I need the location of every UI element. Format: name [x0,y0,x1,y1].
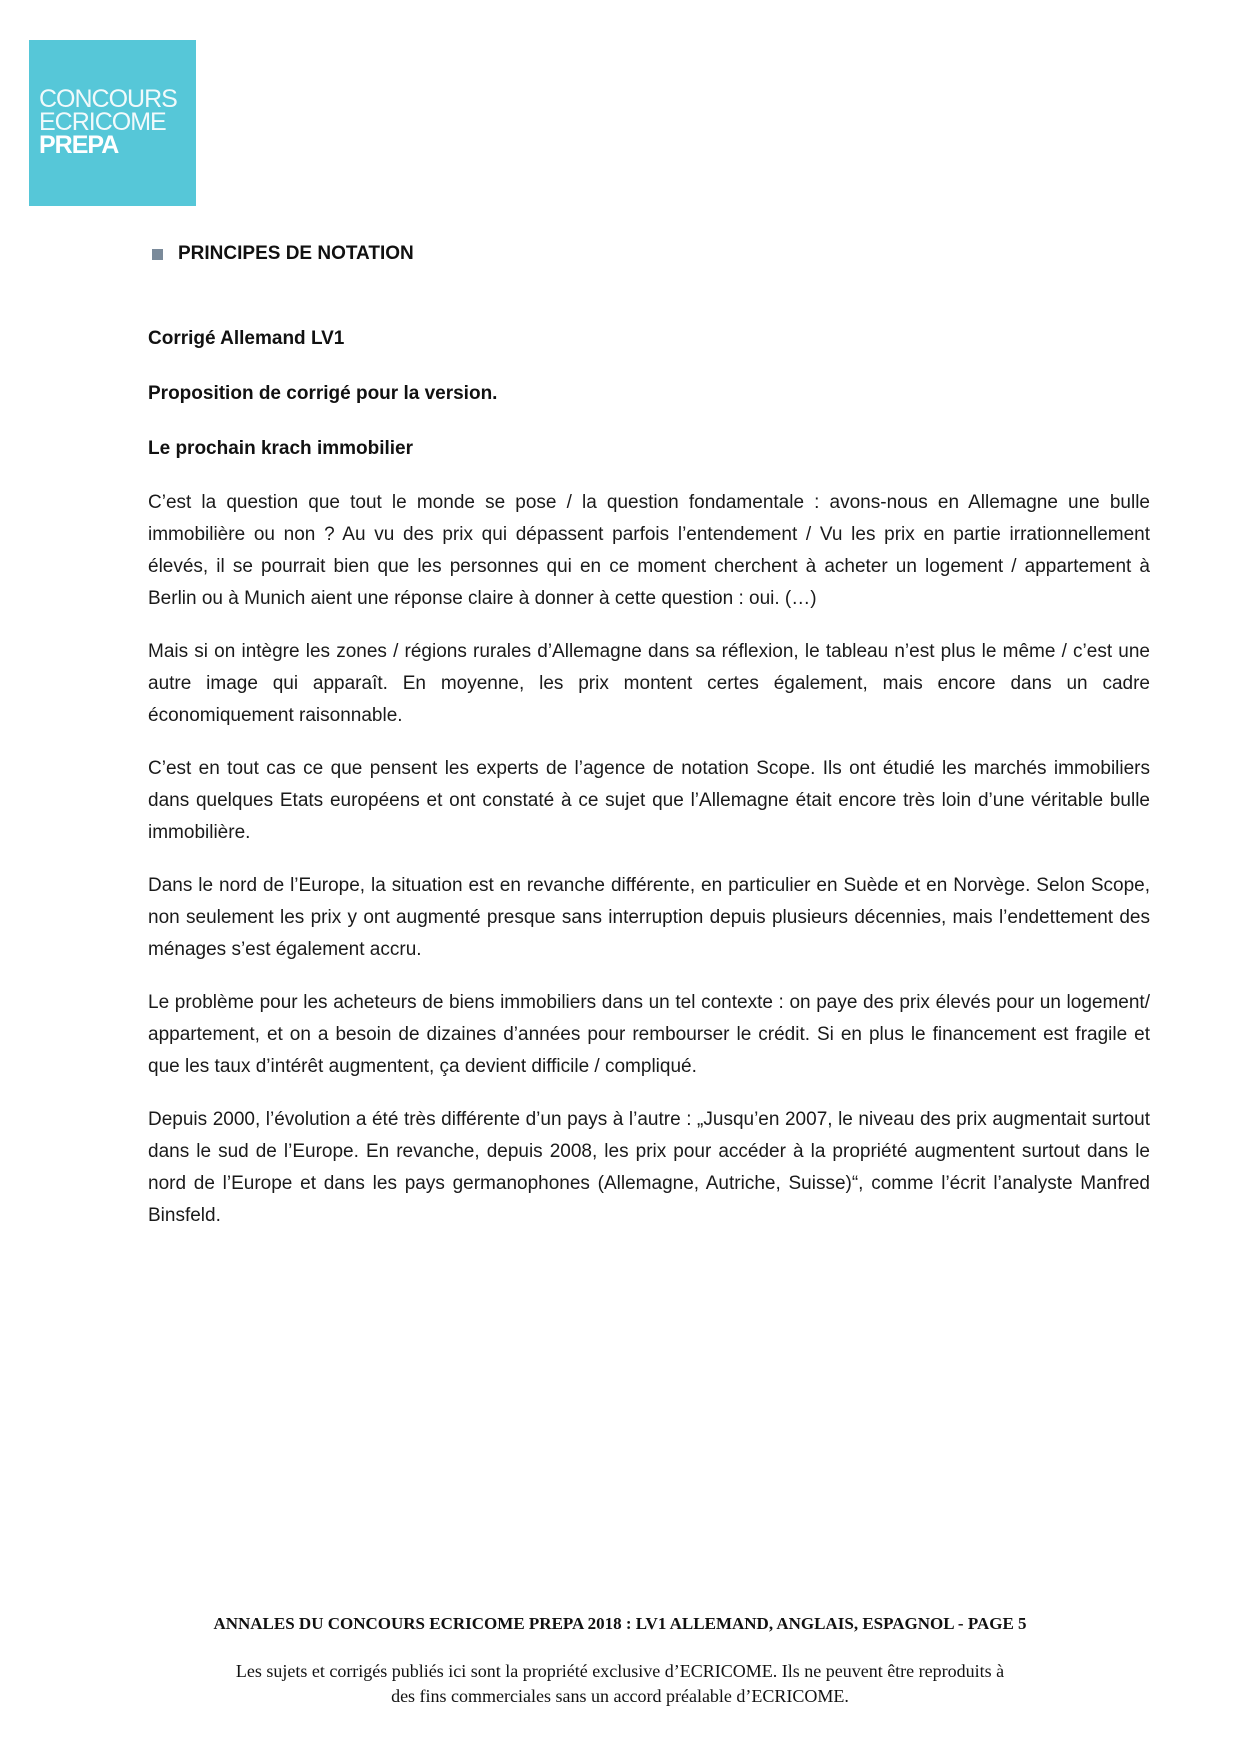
paragraph: Mais si on intègre les zones / régions rurales d’Allemagne dans sa réflexion, le tableau n’est plus le même / c’est une autre image qui apparaît. En moyenne, les prix montent certes également, mais encore dans un cadre économiquement raisonnable. [148,641,1150,726]
document-heading-proposal: Proposition de corrigé pour la version. [148,383,498,404]
paragraph: Dans le nord de l’Europe, la situation est en revanche différente, en particulier en Suède et en Norvège. Selon Scope, non seulement les prix y ont augmenté presque sans interruption depuis plusieurs décennies, mais l’endettement des ménages s’est également accru. [148,875,1150,960]
footer-notice-line: Les sujets et corrigés publiés ici sont la propriété exclusive d’ECRICOME. Ils ne peuvent être reproduits à [235,1661,1005,1681]
paragraph: Depuis 2000, l’évolution a été très différente d’un pays à l’autre : „Jusqu’en 2007, le niveau des prix augmentait surtout dans le sud de l’Europe. En revanche, depuis 2008, les prix pour accéder à la propriété augmentent surtout dans le nord de l’Europe et dans les pays germanophones (Allemagne, Autriche, Suisse)“, comme l’écrit l’analyste Manfred Binsfeld. [148,1109,1150,1226]
document-body [148,327,1150,1253]
square-bullet-icon [152,249,163,260]
paragraph: C’est en tout cas ce que pensent les experts de l’agence de notation Scope. Ils ont étudié les marchés immobiliers dans quelques Etats européens et ont constaté à ce sujet que l’Allemagne était encore très loin d’une véritable bulle immobilière. [148,758,1150,843]
paragraph: C’est la question que tout le monde se pose / la question fondamentale : avons-nous en Allemagne une bulle immobilière ou non ? Au vu des prix qui dépassent parfois l’entendement / Vu les prix en partie irrationnellement élevés, il se pourrait bien que les personnes qui en ce moment cherchent à acheter un logement / appartement à Berlin ou à Munich aient une réponse claire à donner à cette question : oui. (…) [148,492,1150,609]
section-header [152,243,414,265]
paragraph: Le problème pour les acheteurs de biens immobiliers dans un tel contexte : on paye des prix élevés pour un logement/ appartement, et on a besoin de dizaines d’années pour rembourser le crédit. Si en plus le financement est fragile et que les taux d’intérêt augmentent, ça devient difficile / compliqué. [148,992,1150,1077]
footer-notice-line: des fins commerciales sans un accord préalable d’ECRICOME. [391,1686,849,1706]
section-title: PRINCIPES DE NOTATION [178,243,414,264]
ecricome-logo [29,40,196,206]
document-heading-title: Le prochain krach immobilier [148,438,414,459]
logo-line-concours: CONCOURS [39,85,177,113]
logo-line-ecricome: ECRICOME [39,108,166,136]
footer-notice [0,1659,1240,1709]
logo-line-prepa: PREPA [39,131,119,159]
document-heading-subject: Corrigé Allemand LV1 [148,328,345,349]
footer-title: ANNALES DU CONCOURS ECRICOME PREPA 2018 : LV1 ALLEMAND, ANGLAIS, ESPAGNOL - PAGE 5 [213,1614,1027,1633]
